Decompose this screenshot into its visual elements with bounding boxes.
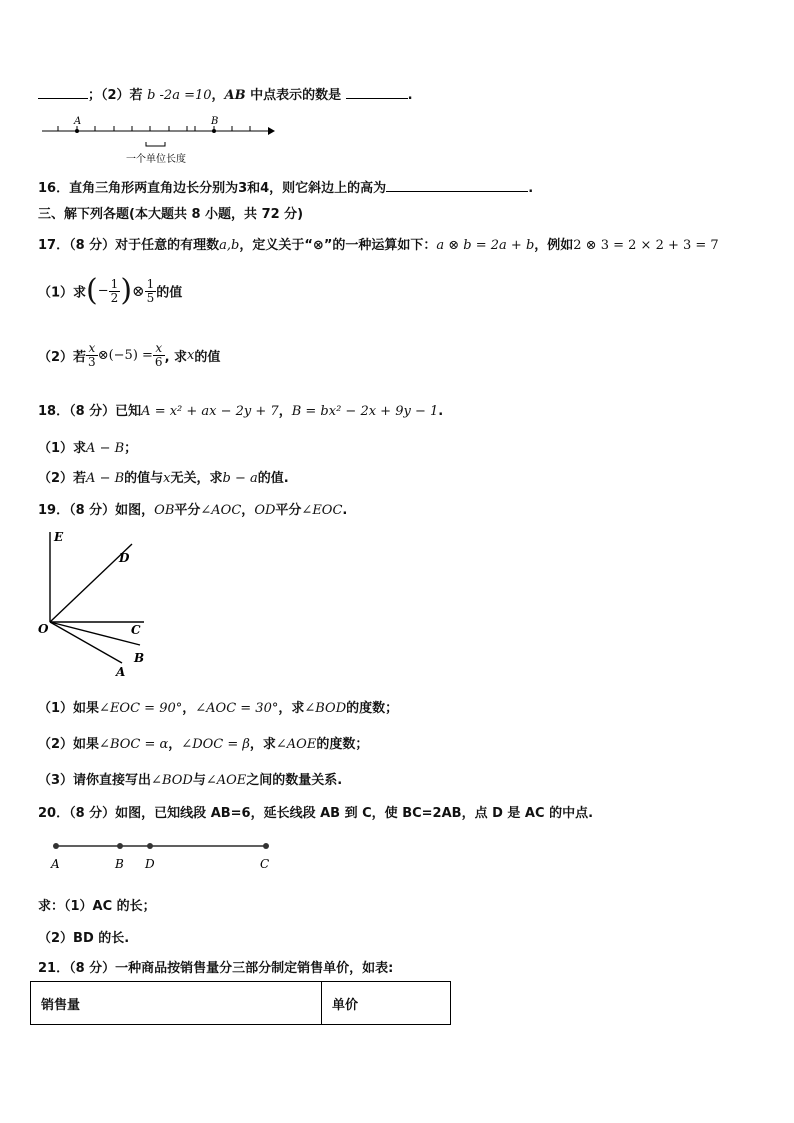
label-b: B [211,116,219,127]
q19-t2: ， [241,503,255,518]
q17-part2 [38,342,220,369]
q19-part2 [38,733,368,752]
q19-eoc: ∠EOC [301,503,343,518]
q16-stem: 16．直角三角形两直角边长分别为3和4，则它斜边上的高为 [38,181,387,196]
q15-sep: ， [211,88,225,103]
label-c: C [260,857,270,871]
answer-blank [386,179,528,192]
q19-p2-lead: （2）如果 [38,737,100,752]
denominator: 2 [110,290,119,305]
q19-p1-mid: ，求 [278,701,305,716]
q19-stem-text: 19．（8 分）如图， [38,503,155,518]
q19-p2-sep: ， [168,737,182,752]
q18-expr-b: B = bx² − 2x + 9y − 1 [291,404,439,419]
q18-p2-expr: A − B [86,471,125,486]
q18-p1-expr: A − B [86,441,125,456]
q18-p2-mid: 的值与 [124,471,164,486]
point-b [117,843,123,849]
numerator: x [86,342,98,356]
left-paren: ( [86,273,98,308]
numerator: 1 [110,276,119,291]
point-a [75,129,79,133]
label-a: A [51,857,60,871]
label-d: D [145,857,155,871]
q17-stem-b: ，定义关于“⊗”的一种运算如下： [239,238,437,253]
q18-stem-text: 18．（8 分）已知 [38,404,142,419]
point-c [263,843,269,849]
ray-oa [50,622,122,663]
q15-ab: AB [224,88,246,103]
q19-stem [38,499,347,518]
q19-p3-m1: ∠BOD [151,773,193,788]
q18-expr-a: A = x² + ax − 2y + 7 [141,404,279,419]
otimes-expression: ⊗(−5) = [97,348,153,363]
q17-stem-a: 17．（8 分）对于任意的有理数 [38,238,220,253]
denominator: 3 [88,355,96,369]
q15-condition: b -2a =10 [147,88,212,103]
price-table [30,981,451,1025]
q19-aoc: ∠AOC [200,503,242,518]
numerator: x [153,342,165,356]
q18-p2-expr2: b − a [222,471,258,486]
q18-p2-x: x [163,471,171,486]
q19-p2-m2: ∠DOC = β [181,737,250,752]
q21-stem: 21．（8 分）一种商品按销售量分三部分制定销售单价，如表: [38,961,394,976]
segment-figure [46,836,282,872]
q17-p2-lead: （2）若 [38,350,87,365]
q17-vars: a,b [219,238,240,253]
label-d: D [119,551,130,565]
number-line-figure [38,112,278,168]
q19-od: OD [254,503,276,518]
q19-p3-mid: 与 [192,773,206,788]
label-a: A [74,116,82,127]
numerator: 1 [146,276,155,291]
q18-end: . [438,404,444,419]
q18-p2-end: 的值. [257,471,289,486]
q18-p2-lead: （2）若 [38,471,87,486]
fraction-x-over-6 [153,342,165,369]
q19-p1-m3: ∠BOD [304,701,347,716]
fraction-one-fifth [145,278,157,305]
q18-p1-end: ； [124,441,138,456]
otimes-operator: ⊗ [132,282,145,300]
q15-end: . [407,88,413,103]
q19-t3: 平分 [275,503,302,518]
label-b: B [134,651,145,665]
label-c: C [131,623,141,637]
q19-p3-lead: （3）请你直接写出 [38,773,152,788]
q17-part1 [38,273,183,308]
q15-tail: 中点表示的数是 [245,88,346,103]
q18-sep: ， [278,404,292,419]
ray-ob [50,622,140,645]
label-a: A [116,665,126,679]
q19-p1-lead: （1）如果 [38,701,100,716]
q20-stem: 20．（8 分）如图，已知线段 AB=6，延长线段 AB 到 C，使 BC=2AB，点 D 是 AC 的中点. [38,806,594,821]
point-b [212,129,216,133]
q18-stem [38,400,443,419]
answer-blank [38,86,88,99]
q19-ob: OB [154,503,175,518]
q18-part2 [38,467,289,486]
angle-figure [36,528,156,679]
q17-stem [38,234,719,253]
q17-p2-tail: , 求 [164,350,188,365]
q19-end: . [342,503,348,518]
q19-p1-m2: ∠AOC = 30° [195,701,279,716]
q16-text [38,177,533,196]
q19-t1: 平分 [174,503,201,518]
table-row [31,982,451,1025]
denominator: 6 [154,355,163,369]
q20-part2: （2）BD 的长. [38,931,130,946]
fraction-x-over-3 [86,342,98,369]
right-paren: ) [120,273,133,308]
unit-caption: 一个单位长度 [126,154,186,165]
point-d [147,843,153,849]
q19-p2-end: 的度数； [316,737,369,752]
q17-p1-tail: 的值 [156,285,183,301]
q19-p2-m3: ∠AOE [275,737,317,752]
label-b: B [115,857,124,871]
q18-p1-lead: （1）求 [38,441,87,456]
q17-p2-end: 的值 [194,350,221,365]
q18-part1 [38,437,137,456]
q17-p1-lead: （1）求 [38,285,87,301]
var-x: x [187,348,195,363]
point-a [53,843,59,849]
q19-p1-m1: ∠EOC = 90° [99,701,183,716]
q19-p2-m1: ∠BOC = α [99,737,169,752]
minus-sign: − [97,283,109,299]
q19-p1-end: 的度数； [346,701,399,716]
q19-part1 [38,697,398,716]
section-heading: 三、解下列各题(本大题共 8 小题，共 72 分) [38,207,304,222]
label-o: O [38,622,49,636]
answer-blank [346,86,408,99]
fraction-one-half [109,278,121,305]
q19-p2-mid: ，求 [249,737,276,752]
q15-lead: ；（2）若 [88,88,148,103]
q20-part1: 求：（1）AC 的长； [38,899,156,914]
q19-part3 [38,769,342,788]
q18-p2-mid2: 无关，求 [170,471,223,486]
q16-end: . [528,181,534,196]
unit-bracket [146,142,165,146]
q17-stem-c: ，例如 [534,238,574,253]
q17-example: 2 ⊗ 3 = 2 × 2 + 3 = 7 [573,238,719,253]
label-e: E [54,530,64,544]
table-header-sales-volume: 销售量 [31,982,322,1025]
table-header-unit-price: 单价 [322,982,451,1025]
denominator: 5 [146,290,155,305]
q19-p3-m2: ∠AOE [205,773,247,788]
q15-part2 [38,84,413,103]
q17-definition: a ⊗ b = 2a + b [436,238,535,253]
q19-p3-end: 之间的数量关系. [246,773,343,788]
q19-p1-sep: ， [182,701,196,716]
